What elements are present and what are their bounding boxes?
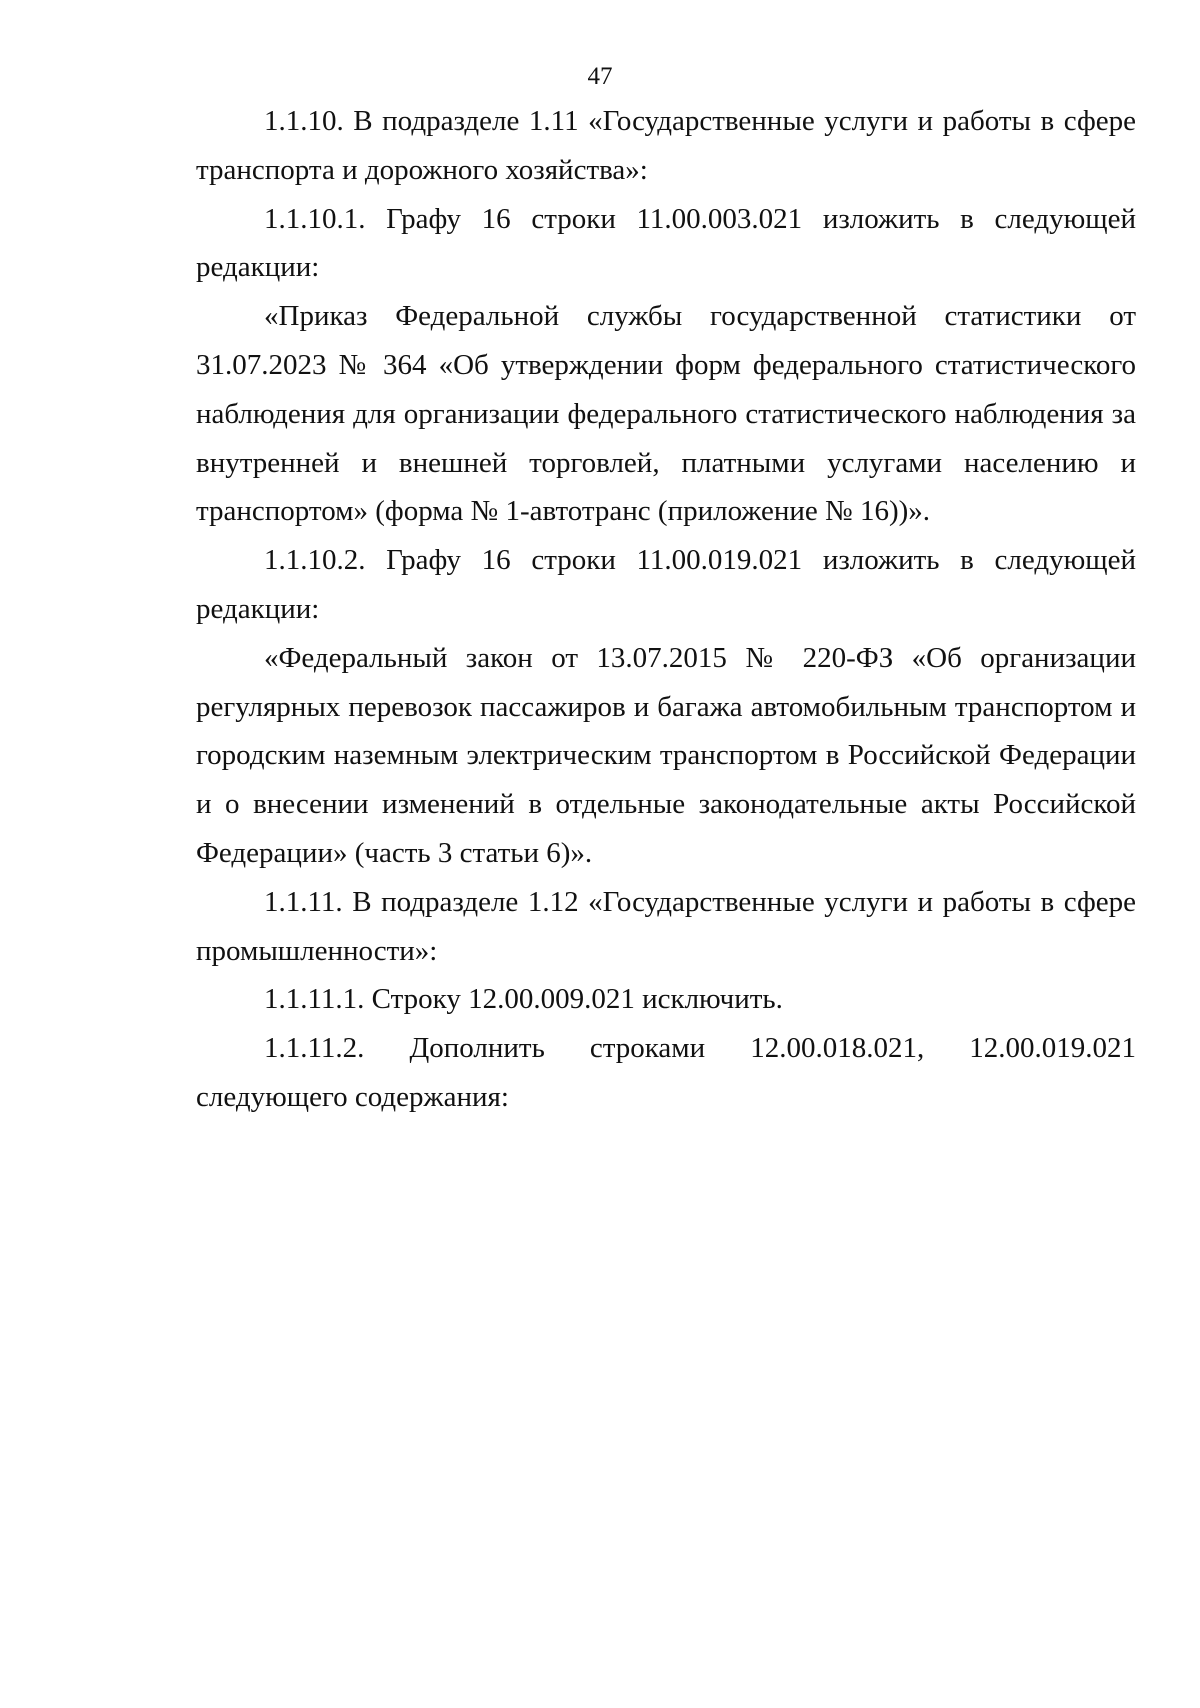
paragraph-order-rosstat: «Приказ Федеральной службы государственной статистики от 31.07.2023 № 364 «Об утверждении форм федерального статистического наблюдения для организации федерального статистического наблюдения за внутренней и внешней торговлей, платными услугами населению и транспортом» (форма № 1-автотранс (приложение № 16))». (196, 300, 1136, 528)
paragraph-1-1-11-2: 1.1.11.2. Дополнить строками 12.00.018.021, 12.00.019.021 следующего содержания: (196, 1032, 1136, 1113)
paragraph-1-1-11-1: 1.1.11.1. Строку 12.00.009.021 исключить. (264, 983, 783, 1016)
paragraph-federal-law: «Федеральный закон от 13.07.2015 № 220-ФЗ «Об организации регулярных перевозок пассажиров и багажа автомобильным транспортом и городским наземным электрическим транспортом в Российской Федерации и о внесении изменений в отдельные законодательные акты Российской Федерации» (часть 3 статьи 6)». (196, 641, 1136, 869)
page-number: 47 (587, 63, 613, 90)
paragraph-1-1-11: 1.1.11. В подразделе 1.12 «Государственные услуги и работы в сфере промышленности»: (196, 885, 1136, 967)
paragraph-1-1-10-1: 1.1.10.1. Графу 16 строки 11.00.003.021 изложить в следующей редакции: (196, 202, 1136, 284)
document-body (196, 97, 1136, 1122)
paragraph-1-1-10-2: 1.1.10.2. Графу 16 строки 11.00.019.021 изложить в следующей редакции: (196, 544, 1136, 625)
paragraph-1-1-10: 1.1.10. В подразделе 1.11 «Государственные услуги и работы в сфере транспорта и дорожного хозяйства»: (196, 105, 1136, 186)
